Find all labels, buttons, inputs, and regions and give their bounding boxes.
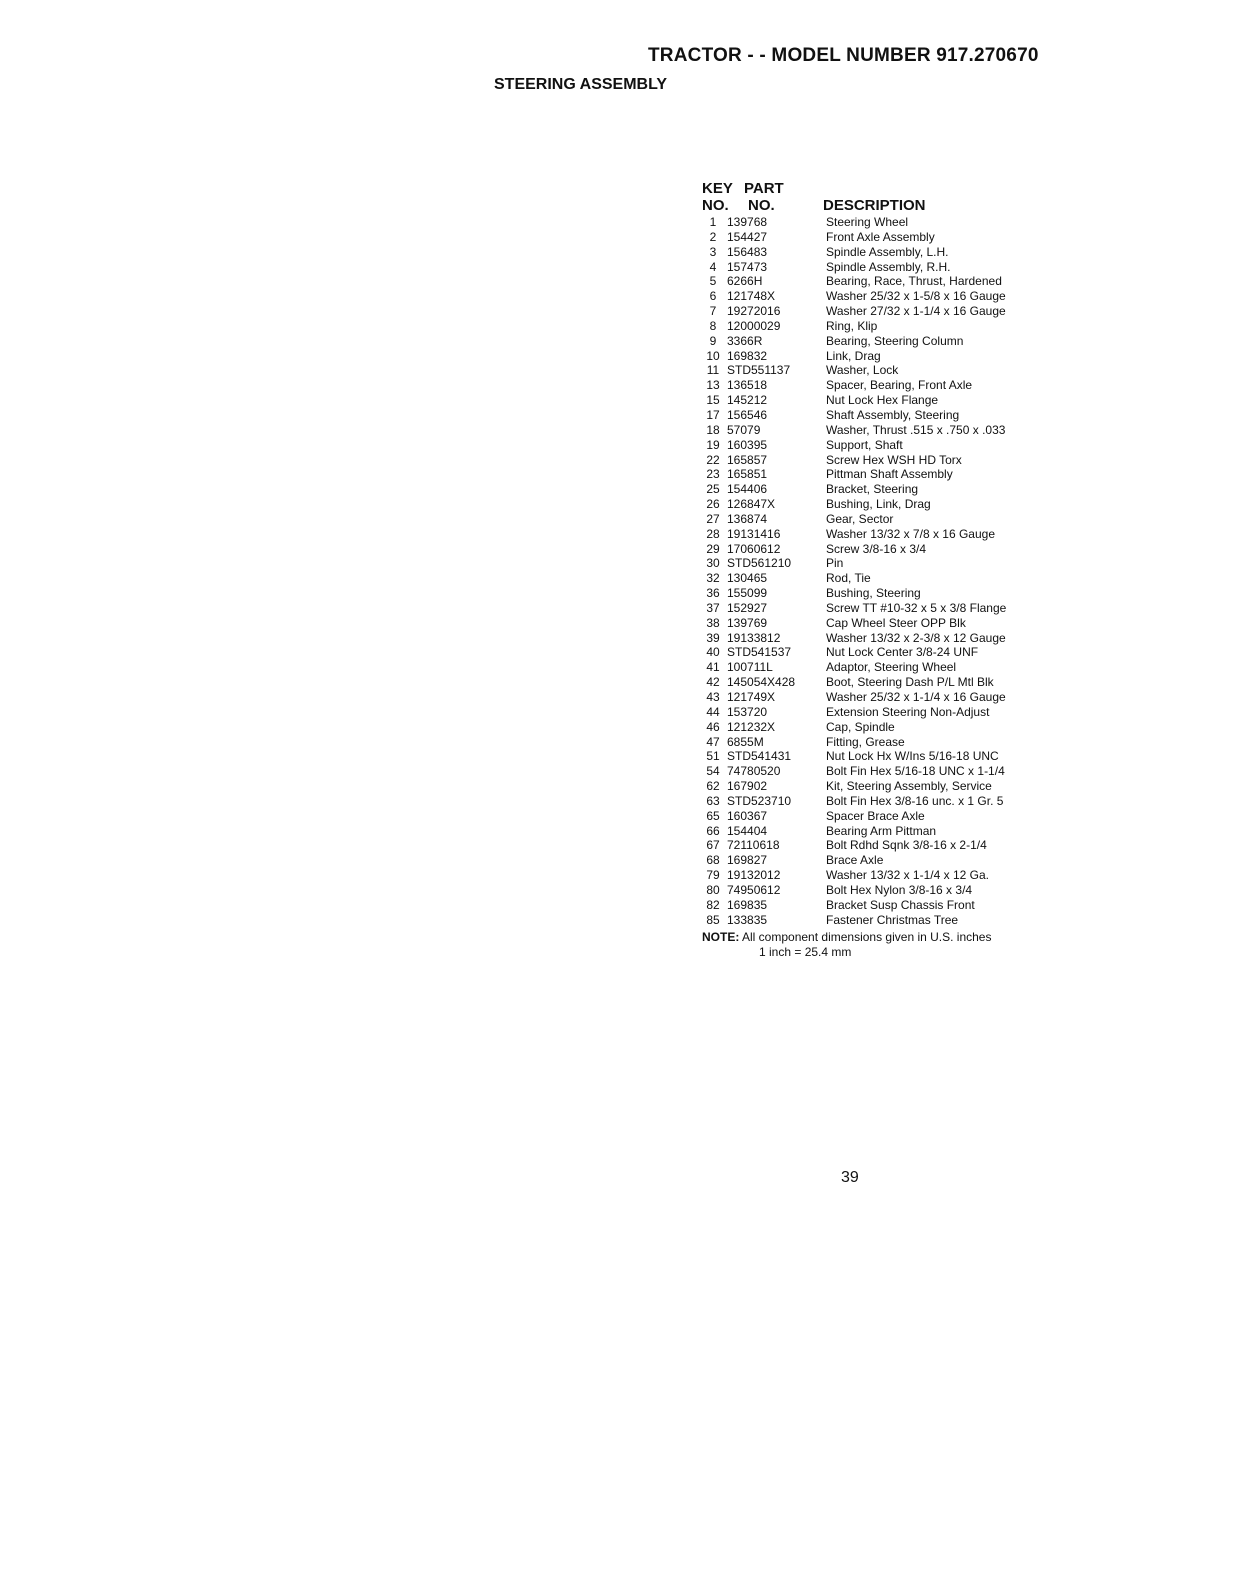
part-number: 6855M — [727, 734, 764, 749]
part-description: Bearing Arm Pittman — [826, 823, 937, 838]
table-row — [702, 349, 1062, 364]
part-description: Pin — [826, 556, 844, 571]
key-number: 40 — [706, 645, 720, 660]
part-description: Gear, Sector — [826, 511, 894, 526]
table-row — [702, 586, 1062, 601]
part-number: 100711L — [727, 660, 773, 675]
part-number: 19131416 — [727, 526, 781, 541]
part-description: Cap Wheel Steer OPP Blk — [826, 615, 966, 630]
part-description: Washer, Lock — [826, 363, 899, 378]
table-row — [702, 304, 1062, 319]
part-number: 165851 — [727, 467, 768, 482]
part-description: Boot, Steering Dash P/L Mtl Blk — [826, 675, 994, 690]
part-description: Spindle Assembly, L.H. — [826, 244, 949, 259]
table-row — [702, 898, 1062, 913]
key-number: 10 — [706, 348, 720, 363]
table-row — [702, 512, 1062, 527]
part-number: 154404 — [727, 823, 768, 838]
table-row — [702, 527, 1062, 542]
key-number: 28 — [706, 526, 720, 541]
part-number: 126847X — [727, 497, 776, 512]
table-row — [702, 215, 1062, 230]
table-row — [702, 289, 1062, 304]
table-row — [702, 690, 1062, 705]
table-row — [702, 705, 1062, 720]
key-number: 41 — [706, 660, 720, 675]
table-row — [702, 467, 1062, 482]
key-number: 67 — [706, 838, 720, 853]
table-row — [702, 913, 1062, 928]
part-description: Washer 25/32 x 1-1/4 x 16 Gauge — [826, 690, 1006, 704]
part-description: Link, Drag — [826, 348, 881, 363]
table-row — [702, 260, 1062, 275]
table-row — [702, 660, 1062, 675]
part-number: STD523710 — [727, 793, 792, 808]
key-number: 79 — [706, 868, 720, 883]
part-number: 154406 — [727, 482, 768, 497]
table-row — [702, 824, 1062, 839]
part-number: 57079 — [727, 422, 761, 437]
key-number: 25 — [706, 482, 720, 497]
part-description: Bolt Rdhd Sqnk 3/8-16 x 2-1/4 — [826, 838, 987, 853]
part-description: Nut Lock Center 3/8-24 UNF — [826, 645, 979, 660]
part-number: 3366R — [727, 333, 763, 348]
key-number: 18 — [706, 422, 720, 437]
table-row — [702, 749, 1062, 764]
part-description: Extension Steering Non-Adjust — [826, 704, 990, 719]
key-number: 2 — [709, 229, 717, 244]
table-row — [702, 616, 1062, 631]
part-description: Adaptor, Steering Wheel — [826, 660, 957, 675]
part-description: Shaft Assembly, Steering — [826, 407, 960, 422]
part-number: 136518 — [727, 378, 768, 393]
part-description: Washer 13/32 x 2-3/8 x 12 Gauge — [826, 630, 1006, 645]
key-number: 27 — [706, 511, 720, 526]
part-number: 6266H — [727, 274, 763, 289]
key-number: 63 — [706, 793, 720, 808]
table-row — [702, 720, 1062, 735]
part-description: Steering Wheel — [826, 215, 909, 229]
part-number: 121232X — [727, 719, 776, 734]
key-number: 6 — [709, 289, 717, 304]
table-row — [702, 319, 1062, 334]
table-row — [702, 334, 1062, 349]
table-row — [702, 542, 1062, 557]
part-number: STD551137 — [727, 363, 791, 378]
part-number: 145054X428 — [727, 675, 796, 690]
part-description: Screw TT #10-32 x 5 x 3/8 Flange — [826, 600, 1007, 615]
part-description: Screw 3/8-16 x 3/4 — [826, 541, 927, 556]
part-header-line1: PART — [744, 180, 784, 197]
table-row — [702, 378, 1062, 393]
part-number: 17060612 — [727, 541, 781, 556]
section-title: STEERING ASSEMBLY — [494, 76, 668, 93]
key-header-line2: NO. — [702, 197, 729, 214]
key-number: 23 — [706, 467, 720, 482]
key-number: 62 — [706, 779, 720, 794]
part-number: 74950612 — [727, 882, 781, 897]
table-row — [702, 230, 1062, 245]
part-number: 153720 — [727, 704, 768, 719]
part-number: 160367 — [727, 808, 768, 823]
part-description: Pittman Shaft Assembly — [826, 467, 953, 482]
part-number: STD541537 — [727, 645, 792, 660]
key-number: 15 — [706, 393, 720, 408]
key-number: 11 — [706, 363, 720, 378]
part-number: 169835 — [727, 897, 768, 912]
table-row — [702, 453, 1062, 468]
table-row — [702, 245, 1062, 260]
page-title: TRACTOR - - MODEL NUMBER 917.270670 — [648, 45, 1039, 66]
key-number: 3 — [709, 244, 717, 259]
key-number: 4 — [709, 259, 717, 274]
part-description: Screw Hex WSH HD Torx — [826, 452, 962, 467]
key-number: 22 — [706, 452, 720, 467]
part-description: Nut Lock Hex Flange — [826, 393, 939, 408]
part-description: Bolt Hex Nylon 3/8-16 x 3/4 — [826, 882, 973, 897]
key-number: 65 — [706, 808, 720, 823]
parts-list-header — [702, 181, 1062, 215]
part-number: 157473 — [727, 259, 768, 274]
key-number: 51 — [706, 749, 720, 764]
table-row — [702, 601, 1062, 616]
part-number: 19133812 — [727, 630, 781, 645]
table-row — [702, 794, 1062, 809]
key-number: 32 — [706, 571, 720, 586]
table-row — [702, 764, 1062, 779]
table-row — [702, 274, 1062, 289]
table-row — [702, 779, 1062, 794]
part-description: Kit, Steering Assembly, Service — [826, 779, 992, 794]
part-number: 139769 — [727, 615, 768, 630]
key-number: 13 — [706, 378, 720, 393]
part-number: 136874 — [727, 511, 768, 526]
part-number: 155099 — [727, 586, 768, 601]
part-number: 139768 — [727, 215, 768, 229]
table-row — [702, 482, 1062, 497]
part-description: Brace Axle — [826, 853, 884, 868]
part-number: 145212 — [727, 393, 768, 408]
part-description: Nut Lock Hx W/Ins 5/16-18 UNC — [826, 749, 999, 764]
part-description: Washer 25/32 x 1-5/8 x 16 Gauge — [826, 289, 1006, 304]
part-description: Washer 27/32 x 1-1/4 x 16 Gauge — [826, 304, 1006, 319]
dimension-note — [702, 930, 1062, 960]
key-number: 82 — [706, 897, 720, 912]
key-number: 38 — [706, 615, 720, 630]
part-number: 133835 — [727, 912, 768, 927]
key-header-line1: KEY — [702, 180, 733, 197]
part-number: 165857 — [727, 452, 768, 467]
table-row — [702, 675, 1062, 690]
part-description: Bracket Susp Chassis Front — [826, 897, 975, 912]
parts-rows — [702, 215, 1062, 928]
part-number: 156546 — [727, 407, 768, 422]
part-number: 19272016 — [727, 304, 781, 319]
key-number: 85 — [706, 912, 720, 927]
key-number: 54 — [706, 764, 720, 779]
part-number: 156483 — [727, 244, 768, 259]
part-description: Washer, Thrust .515 x .750 x .033 — [826, 422, 1006, 437]
table-row — [702, 363, 1062, 378]
table-row — [702, 438, 1062, 453]
part-description: Spindle Assembly, R.H. — [826, 259, 951, 274]
part-description: Bolt Fin Hex 5/16-18 UNC x 1-1/4 — [826, 764, 1005, 779]
key-number: 9 — [709, 333, 717, 348]
part-description: Front Axle Assembly — [826, 229, 935, 244]
part-number: 152927 — [727, 600, 768, 615]
key-number: 46 — [706, 719, 720, 734]
table-row — [702, 868, 1062, 883]
key-number: 43 — [706, 690, 720, 704]
part-description: Bearing, Race, Thrust, Hardened — [826, 274, 1002, 289]
part-number: 169827 — [727, 853, 768, 868]
table-row — [702, 408, 1062, 423]
parts-list — [702, 181, 1062, 960]
table-row — [702, 423, 1062, 438]
key-number: 42 — [706, 675, 720, 690]
key-number: 5 — [709, 274, 717, 289]
part-description: Support, Shaft — [826, 437, 903, 452]
table-row — [702, 497, 1062, 512]
table-row — [702, 645, 1062, 660]
part-number: 154427 — [727, 229, 768, 244]
table-row — [702, 631, 1062, 646]
key-number: 47 — [706, 734, 720, 749]
table-row — [702, 571, 1062, 586]
note-line1: All component dimensions given in U.S. inches — [742, 929, 992, 944]
part-description: Fastener Christmas Tree — [826, 912, 959, 927]
part-description: Spacer Brace Axle — [826, 808, 925, 823]
key-number: 37 — [706, 600, 720, 615]
table-row — [702, 838, 1062, 853]
part-description: Rod, Tie — [826, 571, 871, 586]
part-number: 160395 — [727, 437, 768, 452]
key-number: 17 — [706, 407, 720, 422]
key-number: 19 — [706, 437, 720, 452]
table-row — [702, 883, 1062, 898]
part-number: STD561210 — [727, 556, 792, 571]
key-number: 80 — [706, 882, 720, 897]
part-number: 12000029 — [727, 318, 781, 333]
part-description: Bracket, Steering — [826, 482, 919, 497]
part-description: Bushing, Link, Drag — [826, 497, 931, 512]
part-number: 74780520 — [727, 764, 781, 779]
key-number: 8 — [709, 318, 717, 333]
key-number: 36 — [706, 586, 720, 601]
key-number: 66 — [706, 823, 720, 838]
part-description: Bushing, Steering — [826, 586, 921, 601]
note-label: NOTE: — [702, 929, 740, 944]
key-number: 39 — [706, 630, 720, 645]
table-row — [702, 556, 1062, 571]
page-number: 39 — [841, 1169, 859, 1186]
part-number: STD541431 — [727, 749, 792, 764]
part-number: 121749X — [727, 690, 776, 704]
description-header: DESCRIPTION — [823, 197, 926, 214]
table-row — [702, 393, 1062, 408]
key-number: 1 — [709, 215, 717, 229]
part-header-line2: NO. — [748, 197, 775, 214]
table-row — [702, 735, 1062, 750]
part-number: 167902 — [727, 779, 768, 794]
table-row — [702, 853, 1062, 868]
part-description: Cap, Spindle — [826, 719, 895, 734]
key-number: 29 — [706, 541, 720, 556]
part-description: Spacer, Bearing, Front Axle — [826, 378, 973, 393]
note-line2: 1 inch = 25.4 mm — [759, 944, 852, 959]
part-description: Washer 13/32 x 1-1/4 x 12 Ga. — [826, 868, 989, 883]
part-number: 121748X — [727, 289, 776, 304]
part-description: Washer 13/32 x 7/8 x 16 Gauge — [826, 526, 995, 541]
part-number: 130465 — [727, 571, 768, 586]
key-number: 26 — [706, 497, 720, 512]
part-description: Bolt Fin Hex 3/8-16 unc. x 1 Gr. 5 — [826, 793, 1004, 808]
part-description: Ring, Klip — [826, 318, 878, 333]
key-number: 30 — [706, 556, 720, 571]
part-number: 169832 — [727, 348, 768, 363]
key-number: 7 — [709, 304, 717, 319]
key-number: 68 — [706, 853, 720, 868]
part-number: 19132012 — [727, 868, 781, 883]
table-row — [702, 809, 1062, 824]
part-number: 72110618 — [727, 838, 780, 853]
part-description: Bearing, Steering Column — [826, 333, 964, 348]
key-number: 44 — [706, 704, 720, 719]
part-description: Fitting, Grease — [826, 734, 905, 749]
